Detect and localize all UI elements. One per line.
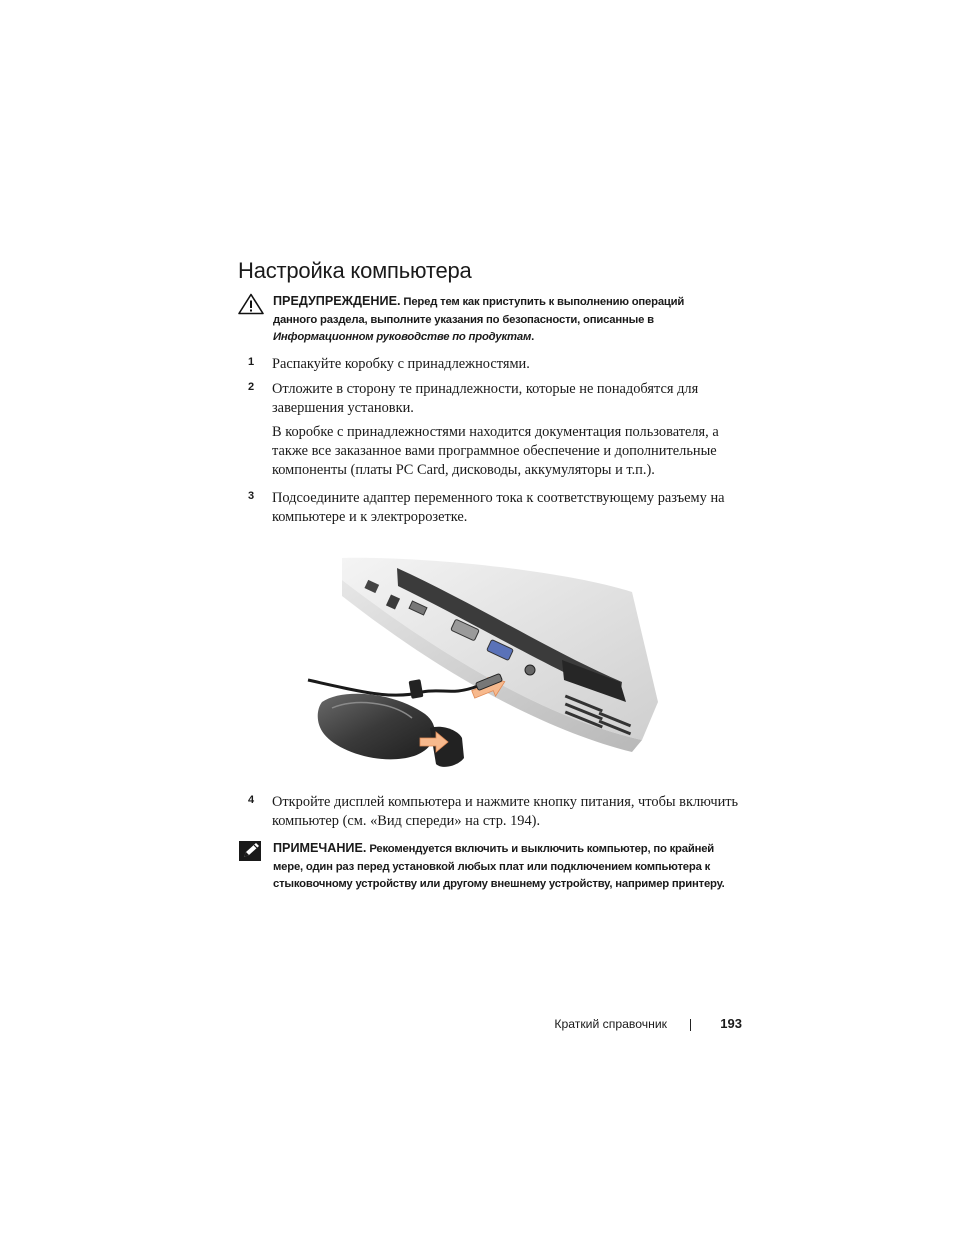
pencil-note-icon — [238, 840, 264, 862]
step-text: Распакуйте коробку с принадлежностями. — [272, 356, 530, 372]
step-number: 2 — [248, 381, 255, 393]
warning-label: ПРЕДУПРЕЖДЕНИЕ. — [273, 294, 401, 308]
note-body: Рекомендуется включить и выключить компьютер, по крайней мере, один раз перед установкой любых плат или подключением компьютера к стыковочному устройству или другому внешнему устройству, например принтеру. — [273, 843, 725, 890]
step-1 — [248, 355, 748, 374]
step-4 — [248, 793, 748, 830]
page-number: 193 — [720, 1016, 742, 1031]
footer-section-title: Краткий справочник — [554, 1017, 667, 1031]
ac-adapter-connection-illustration — [302, 552, 662, 780]
note-label: ПРИМЕЧАНИЕ. — [273, 841, 367, 855]
step-2 — [248, 380, 748, 417]
step-number: 4 — [248, 794, 255, 806]
warning-callout — [238, 293, 728, 347]
warning-text — [273, 293, 728, 347]
step-text: Подсоедините адаптер переменного тока к соответствующему разъему на компьютере и к электророзетке. — [272, 490, 725, 525]
page-footer — [480, 1016, 742, 1036]
warning-doc-title: Информационном руководстве по продуктам — [273, 331, 532, 343]
step-text: Откройте дисплей компьютера и нажмите кнопку питания, чтобы включить компьютер (см. «Вид спереди» на стр. 194). — [272, 794, 739, 829]
box-contents-paragraph: В коробке с принадлежностями находится документация пользователя, а также все заказанное вами программное обеспечение и дополнительные компоненты (платы PC Card, дисководы, аккумуляторы и т.п.). — [272, 424, 719, 478]
footer-divider — [690, 1019, 691, 1031]
note-callout — [238, 840, 728, 894]
warning-end: . — [531, 331, 535, 343]
step-text: Отложите в сторону те принадлежности, которые не понадобятся для завершения установки. — [272, 381, 699, 416]
ac-adapter — [318, 694, 464, 767]
step-number: 3 — [248, 490, 255, 502]
page-title: Настройка компьютера — [238, 258, 472, 283]
step-number: 1 — [248, 356, 255, 368]
warning-body: Перед тем как приступить к выполнению операций данного раздела, выполните указания по безопасности, описанные в — [273, 296, 685, 326]
note-text — [273, 840, 728, 894]
step-3 — [248, 489, 748, 526]
warning-triangle-icon — [238, 293, 264, 315]
